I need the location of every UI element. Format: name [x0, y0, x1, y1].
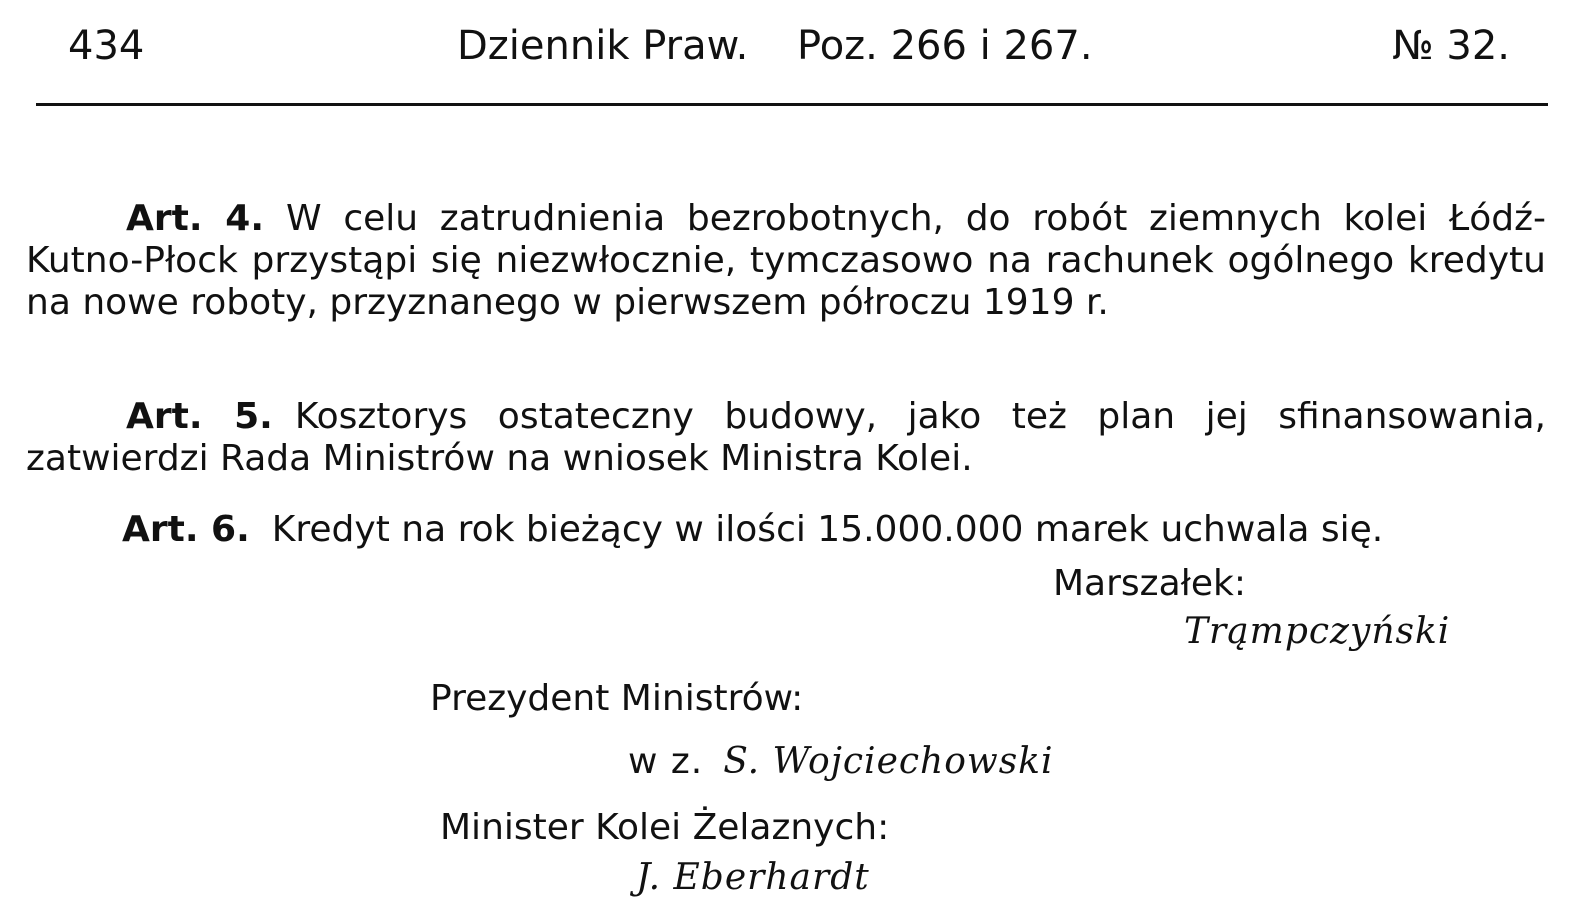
- article-4: [26, 198, 1546, 324]
- prime-minister-title: Prezydent Ministrów:: [430, 678, 804, 719]
- article-5-text: Kosztorys ostateczny budowy, jako też plan jej sfinansowania, zatwierdzi Rada Ministrów na wniosek Ministra Kolei.: [26, 396, 1546, 479]
- prime-minister-signature-line: [628, 740, 1054, 784]
- article-4-text: W celu zatrudnienia bezrobotnych, do robót ziemnych kolei Łódź-Kutno-Płock przystąpi się niezwłocznie, tymczasowo na rachunek ogólnego kredytu na nowe roboty, przyznanego w pierwszem półroczu 1919 r.: [26, 198, 1547, 323]
- article-5: [26, 396, 1546, 480]
- position-numbers: Poz. 266 i 267.: [797, 23, 1093, 69]
- article-4-label: Art. 4.: [126, 198, 265, 239]
- page-header: [0, 18, 1574, 74]
- article-6: [26, 509, 1546, 551]
- article-6-label: Art. 6.: [122, 509, 250, 550]
- page-number: 434: [68, 23, 145, 69]
- deputy-prefix: w z.: [628, 741, 704, 782]
- prime-minister-signature: S. Wojciechowski: [723, 741, 1054, 782]
- header-rule: [36, 103, 1548, 106]
- marshal-signature: Trąmpczyński: [1184, 611, 1451, 652]
- article-6-text: Kredyt na rok bieżący w ilości 15.000.000 marek uchwala się.: [271, 509, 1384, 550]
- marshal-title: Marszałek:: [1053, 563, 1246, 604]
- journal-title: Dziennik Praw.: [457, 23, 749, 69]
- railways-minister-signature: J. Eberhardt: [636, 857, 870, 898]
- issue-number: № 32.: [1392, 23, 1510, 69]
- railways-minister-title: Minister Kolei Żelaznych:: [440, 807, 890, 848]
- article-5-label: Art. 5.: [126, 396, 273, 437]
